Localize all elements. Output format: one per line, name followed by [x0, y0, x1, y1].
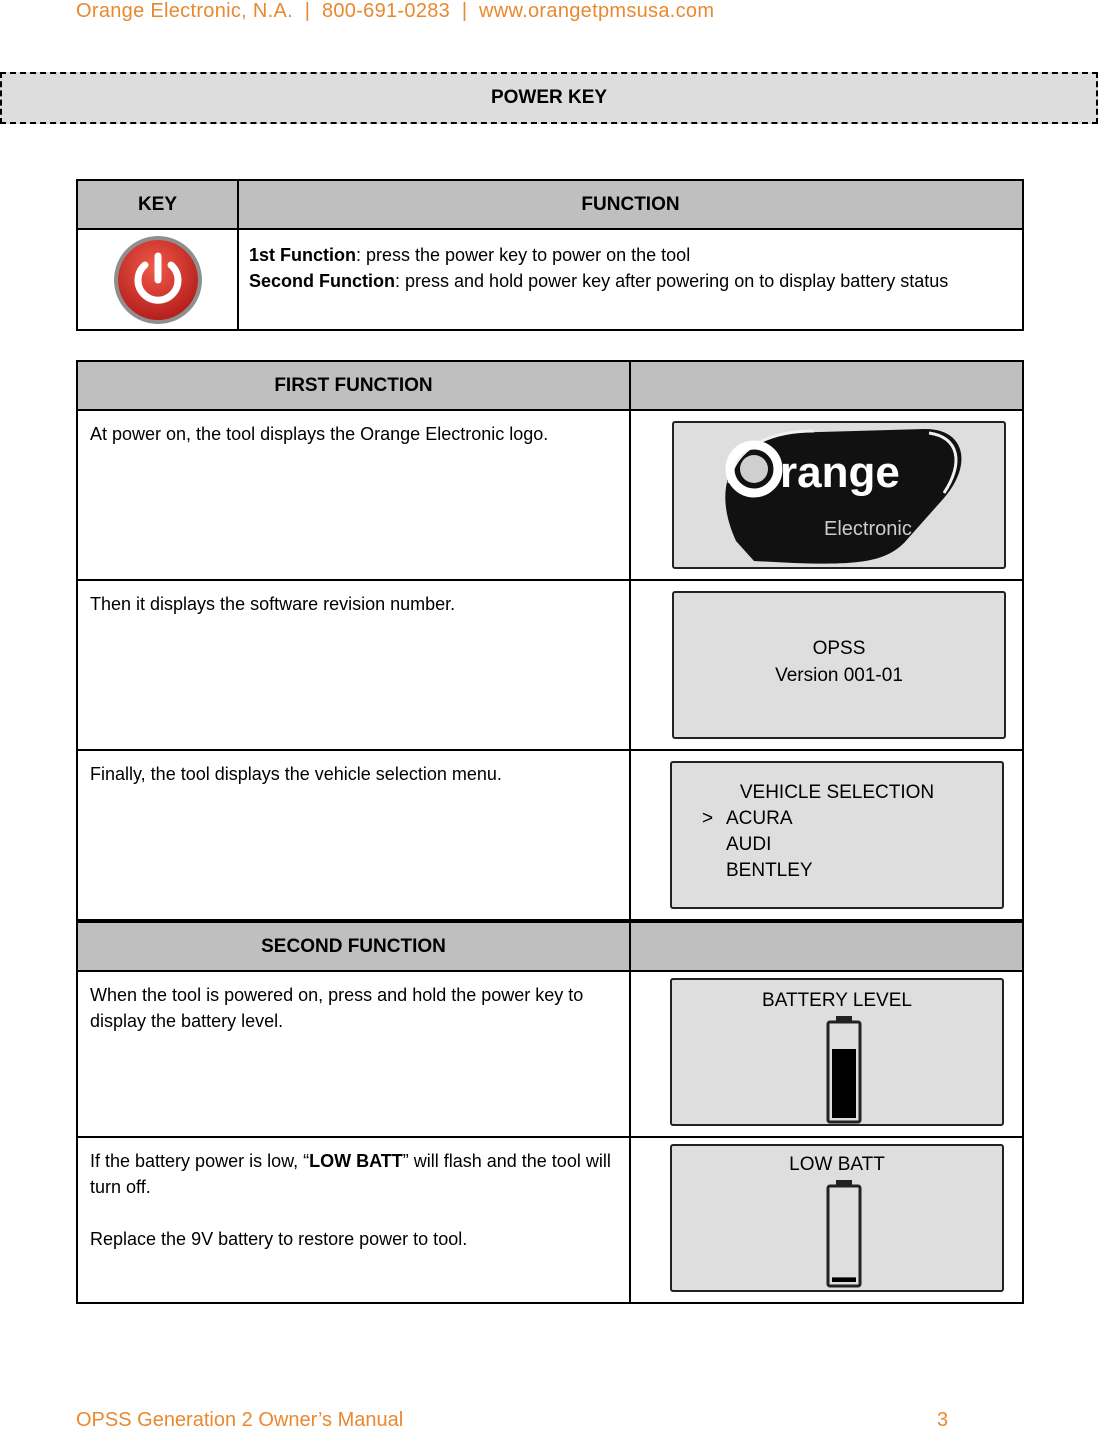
replace-battery-text: Replace the 9V battery to restore power to tool.: [90, 1229, 468, 1249]
page-number: 3: [937, 1409, 949, 1431]
vehicle-selection-screen: [670, 761, 1004, 909]
company-name: Orange Electronic, N.A.: [76, 0, 293, 22]
version-line-1: OPSS: [812, 638, 866, 659]
battery-fill: [832, 1277, 856, 1282]
version-screen: [672, 591, 1006, 739]
low-battery-text-part: If the battery power is low, “: [90, 1151, 310, 1171]
key-column-header: KEY: [77, 180, 238, 229]
second-function-header: SECOND FUNCTION: [77, 922, 630, 971]
power-button-icon: [112, 234, 204, 326]
header-separator: |: [304, 0, 311, 22]
first-function-table: [76, 360, 1024, 921]
low-batt-screen: [670, 1144, 1004, 1292]
battery-level-screen: [670, 978, 1004, 1126]
logo-subword: Electronic: [824, 518, 912, 540]
phone-number: 800-691-0283: [321, 0, 451, 22]
battery-level-description: When the tool is powered on, press and hold the power key to display the battery level.: [77, 971, 630, 1137]
vehicle-list-item[interactable]: ACURA: [726, 808, 793, 829]
first-function-text: : press the power key to power on the tool: [356, 245, 691, 265]
vehicle-selection-title: VEHICLE SELECTION: [739, 782, 935, 803]
version-line-2: Version 001-01: [775, 665, 903, 686]
low-batt-screen-cell: [630, 1137, 1023, 1303]
power-key-description: [238, 229, 1023, 330]
key-function-table: [76, 179, 1024, 331]
second-function-label: Second Function: [249, 271, 395, 291]
vehicle-screen-cell: [630, 750, 1023, 920]
second-function-table: [76, 921, 1024, 1304]
orange-electronic-logo: [674, 423, 1004, 567]
power-key-cell: [77, 229, 238, 330]
battery-fill: [832, 1049, 856, 1118]
logo-word: range: [780, 448, 900, 497]
vehicle-list-item[interactable]: AUDI: [726, 834, 772, 855]
battery-screen-cell: [630, 971, 1023, 1137]
low-batt-bold: LOW BATT: [309, 1151, 403, 1171]
function-column-header: FUNCTION: [238, 180, 1023, 229]
manual-title: OPSS Generation 2 Owner’s Manual: [76, 1409, 404, 1431]
battery-icon: [824, 1180, 864, 1288]
vehicle-list-item[interactable]: BENTLEY: [726, 860, 813, 881]
version-screen-cell: [630, 580, 1023, 750]
first-function-header: FIRST FUNCTION: [77, 361, 630, 410]
header-separator: |: [461, 0, 468, 22]
vehicle-menu-description: Finally, the tool displays the vehicle selection menu.: [77, 750, 630, 920]
logo-description: At power on, the tool displays the Orange Electronic logo.: [77, 410, 630, 580]
first-function-line: [249, 242, 1012, 268]
empty-header: [630, 922, 1023, 971]
logo-screen-cell: [630, 410, 1023, 580]
selection-cursor: >: [702, 808, 714, 829]
version-description: Then it displays the software revision number.: [77, 580, 630, 750]
first-function-label: 1st Function: [249, 245, 356, 265]
spacer: [90, 1200, 617, 1226]
low-battery-text: [90, 1148, 617, 1200]
low-battery-text-part: ” will flash and the tool will turn off.: [90, 1151, 611, 1197]
logo-screen: [672, 421, 1006, 569]
battery-icon: [824, 1016, 864, 1124]
low-battery-description: [77, 1137, 630, 1303]
second-function-text: : press and hold power key after powering on to display battery status: [395, 271, 949, 291]
website-link[interactable]: www.orangetpmsusa.com: [479, 0, 715, 22]
empty-header: [630, 361, 1023, 410]
page-header: [76, 0, 714, 23]
second-function-line: [249, 268, 1012, 294]
battery-level-title: BATTERY LEVEL: [762, 990, 912, 1011]
low-batt-title: LOW BATT: [789, 1154, 885, 1175]
section-banner: POWER KEY: [0, 72, 1098, 124]
